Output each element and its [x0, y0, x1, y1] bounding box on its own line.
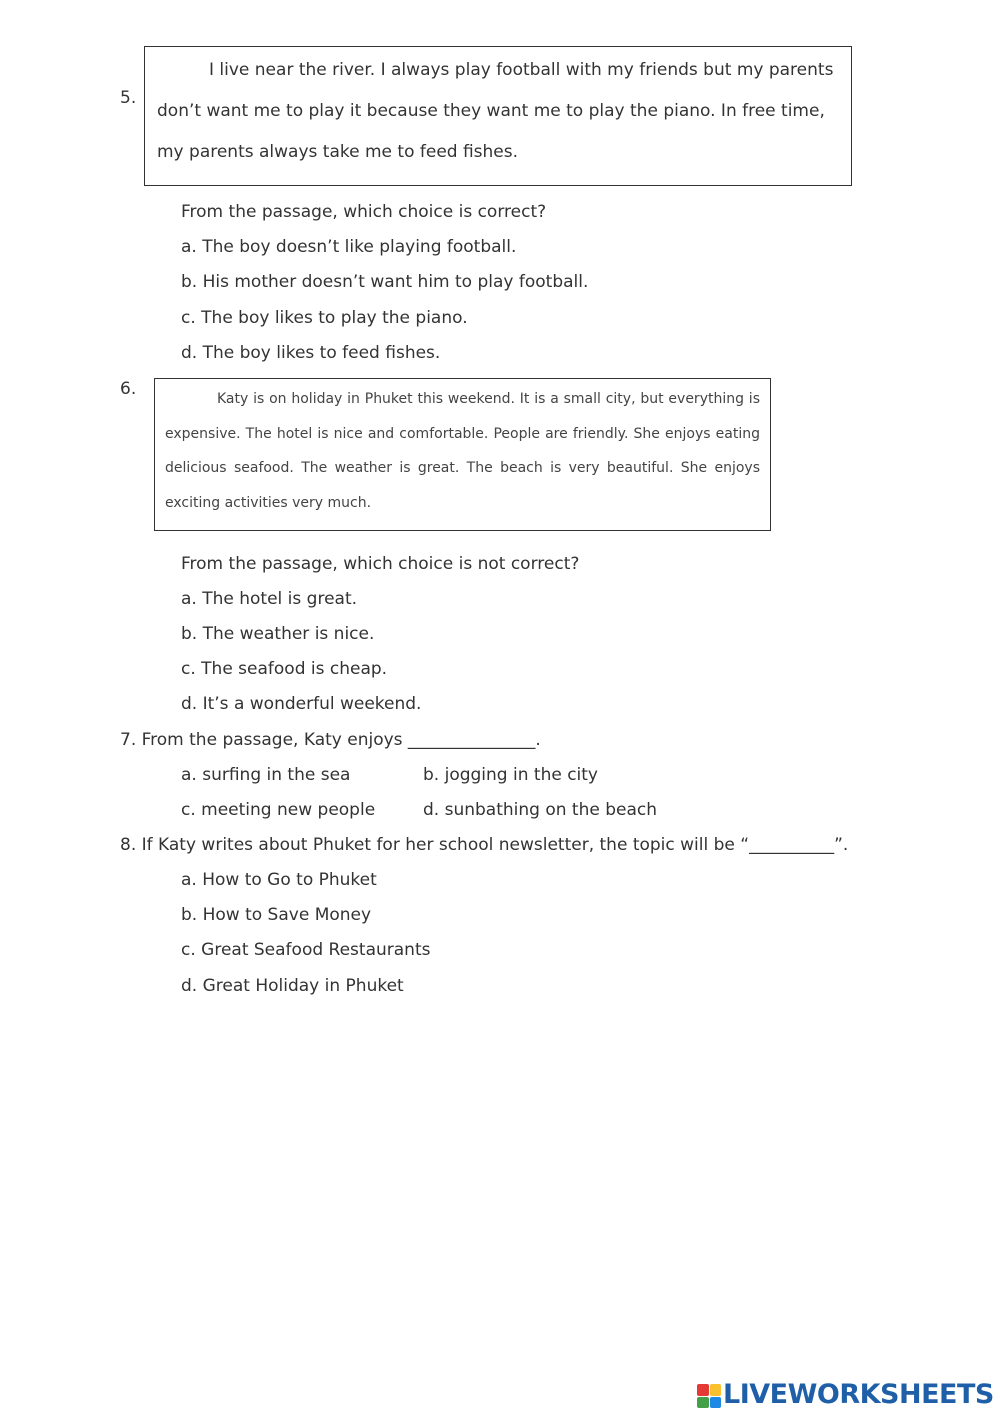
question-5-prompt: From the passage, which choice is correct? — [181, 202, 547, 222]
question-6-option-b[interactable]: b. The weather is nice. — [181, 624, 375, 644]
question-5-passage-text: I live near the river. I always play football with my friends but my parents don’t want me to play it because they want me to play the piano. In free time, my parents always take me to feed fishes. — [157, 60, 834, 162]
logo-mark-icon — [697, 1384, 721, 1408]
question-6-option-a[interactable]: a. The hotel is great. — [181, 589, 358, 609]
logo-mark-square — [710, 1384, 722, 1396]
question-5-option-a[interactable]: a. The boy doesn’t like playing football. — [181, 237, 517, 257]
question-7-option-c[interactable]: c. meeting new people — [181, 800, 376, 820]
question-7-option-b[interactable]: b. jogging in the city — [423, 765, 598, 785]
logo-mark-square — [697, 1384, 709, 1396]
question-6-option-d[interactable]: d. It’s a wonderful weekend. — [181, 694, 422, 714]
question-6-passage-text: Katy is on holiday in Phuket this weekend. It is a small city, but everything is expensive. The hotel is nice and comfortable. People are friendly. She enjoys eating delicious seafood. The weather is great. The beach is very beautiful. She enjoys exciting activities very much. — [165, 391, 760, 511]
question-6-option-c[interactable]: c. The seafood is cheap. — [181, 659, 388, 679]
logo-mark-square — [710, 1397, 722, 1409]
question-8-option-d[interactable]: d. Great Holiday in Phuket — [181, 976, 404, 996]
question-5-option-c[interactable]: c. The boy likes to play the piano. — [181, 308, 468, 328]
logo-text: LIVEWORKSHEETS — [723, 1379, 994, 1410]
question-5-option-b[interactable]: b. His mother doesn’t want him to play football. — [181, 272, 589, 292]
question-7-prompt: 7. From the passage, Katy enjoys _______________. — [120, 730, 541, 750]
question-7-option-a[interactable]: a. surfing in the sea — [181, 765, 351, 785]
question-5-number: 5. — [120, 88, 137, 108]
question-7-option-d[interactable]: d. sunbathing on the beach — [423, 800, 658, 820]
question-8-option-a[interactable]: a. How to Go to Phuket — [181, 870, 377, 890]
question-8-prompt: 8. If Katy writes about Phuket for her school newsletter, the topic will be “__________”. — [120, 835, 849, 855]
question-6-passage — [165, 382, 760, 520]
question-6-prompt: From the passage, which choice is not correct? — [181, 554, 580, 574]
logo-mark-square — [697, 1397, 709, 1409]
question-8-option-c[interactable]: c. Great Seafood Restaurants — [181, 940, 431, 960]
question-5-passage — [157, 50, 842, 173]
liveworksheets-logo[interactable] — [697, 1378, 997, 1412]
question-6-number: 6. — [120, 379, 137, 399]
question-5-option-d[interactable]: d. The boy likes to feed fishes. — [181, 343, 441, 363]
question-8-option-b[interactable]: b. How to Save Money — [181, 905, 372, 925]
